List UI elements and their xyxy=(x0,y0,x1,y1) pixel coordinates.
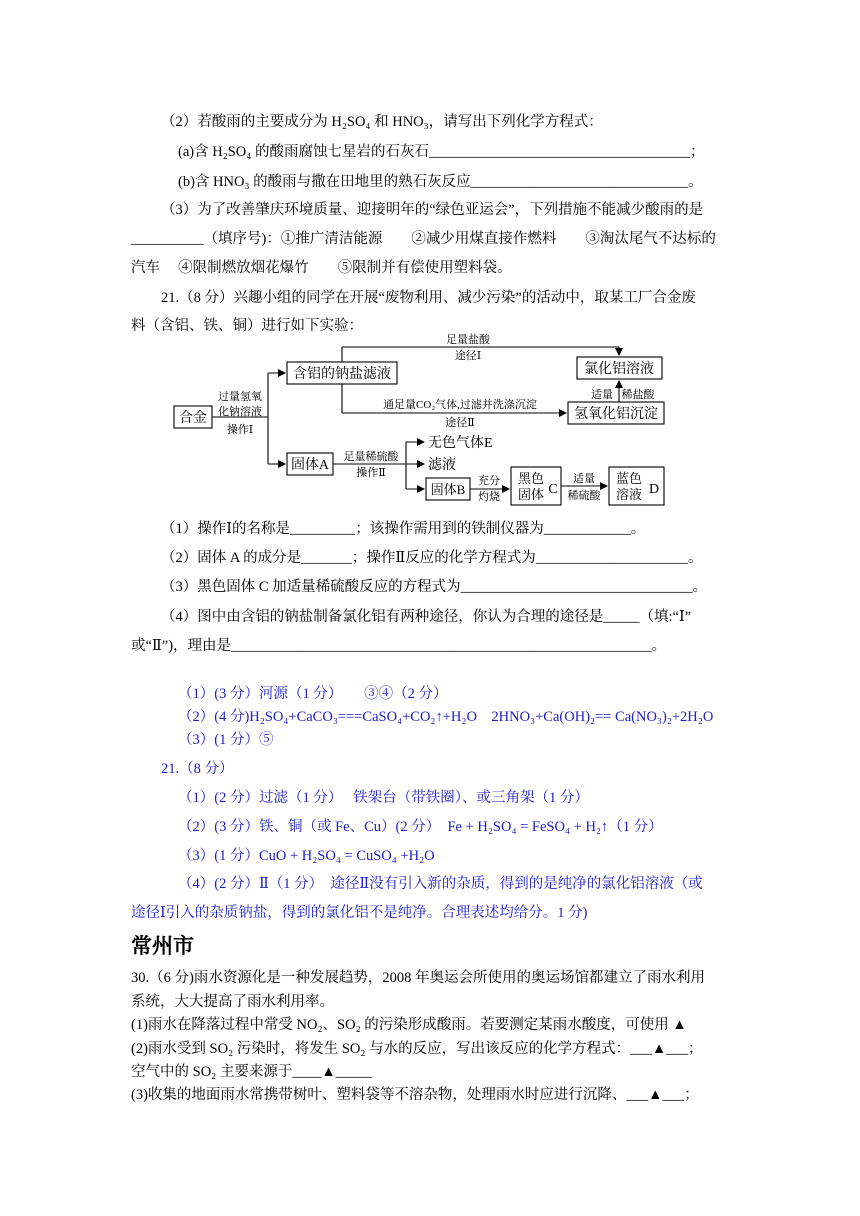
answer-21-header: 21.（8 分） xyxy=(161,761,234,777)
burn-label-b: 灼烧 xyxy=(478,491,500,503)
aloh3-label: 氢氧化铝沉淀 xyxy=(574,407,658,422)
hcl-label-a: 适量 xyxy=(591,389,613,401)
alcl3-label: 氯化铝溶液 xyxy=(584,362,654,377)
blackC-line1: 黑色 xyxy=(517,471,545,486)
op2-label-b: 操作Ⅱ xyxy=(356,467,386,479)
section-title: 常州市 xyxy=(131,934,194,958)
q20-part2b: (b)含 HNO₃ 的酸雨与撒在田地里的熟石灰反应______________________________。 xyxy=(178,174,703,190)
q21-part1: （1）操作Ⅰ的名称是_________；该操作需用到的铁制仪器为____________。 xyxy=(161,521,646,537)
answer-20-3: （3）(1 分）⑤ xyxy=(178,732,274,748)
al-salt-label: 含铝的钠盐滤液 xyxy=(293,367,391,382)
q21-part2: （2）固体 A 的成分是_______；操作Ⅱ反应的化学方程式为_____________________。 xyxy=(161,550,703,566)
q20-part3-line1: （3）为了改善肇庆环境质量、迎接明年的“绿色亚运会”，下列措施不能减少酸雨的是 xyxy=(161,202,704,218)
q30-part2: (2)雨水受到 SO₂ 污染时，将发生 SO₂ 与水的反应，写出该反应的化学方程式：___▲___； xyxy=(131,1041,703,1057)
route1-label-b: 途径Ⅰ xyxy=(454,350,482,362)
answer-21-1: （1）(2 分）过滤（1 分） 铁架台（带铁圈）、或三角架（1 分） xyxy=(178,790,589,806)
q30-line2: 系统，大大提高了雨水利用率。 xyxy=(131,994,334,1010)
q30-part1: (1)雨水在降落过程中常受 NO₂、SO₂ 的污染形成酸雨。若要测定某雨水酸度，可使用 ▲ xyxy=(131,1017,687,1033)
answer-21-2: （2）(3 分）铁、铜（或 Fe、Cu）(2 分） Fe + H₂SO₄ = FeSO₄ + H₂↑（1 分） xyxy=(178,819,663,835)
op1-label-a: 过量氢氧 xyxy=(218,391,262,403)
burn-label-a: 充分 xyxy=(478,475,500,487)
blueD-line2: 溶液 xyxy=(615,487,643,502)
q30-part3: (3)收集的地面雨水常携带树叶、塑料袋等不溶杂物，处理雨水时应进行沉降、___▲___； xyxy=(131,1087,699,1103)
route2-label-a: 通足量CO₂气体,过滤并洗涤沉淀 xyxy=(383,399,537,411)
q20-part2-intro: （2）若酸雨的主要成分为 H₂SO₄ 和 HNO₃，请写出下列化学方程式： xyxy=(161,114,603,130)
q20-part2a: (a)含 H₂SO₄ 的酸雨腐蚀七星岩的石灰石____________________________________； xyxy=(178,144,705,160)
q21-intro-line2: 料（含铝、铁、铜）进行如下实验： xyxy=(131,318,363,334)
q20-part3-line2: __________（填序号)：①推广清洁能源 ②减少用煤直接作燃料 ③淘汰尾气不达标的 xyxy=(131,231,716,247)
op1-label-b: 化钠溶液 xyxy=(218,406,262,418)
h2so4-label-b: 稀硫酸 xyxy=(567,490,601,502)
hcl-label-b: 稀盐酸 xyxy=(621,389,655,401)
answer-20-1: （1）(3 分）河源（1 分） ③④（2 分） xyxy=(178,686,448,702)
route1-label-a: 足量盐酸 xyxy=(446,334,490,346)
h2so4-label-a: 适量 xyxy=(573,473,595,485)
q21-intro-line1: 21.（8 分）兴趣小组的同学在开展“废物利用、减少污染”的活动中，取某工厂合金废 xyxy=(161,290,696,306)
blackC-letter: C xyxy=(548,482,558,497)
q21-part3: （3）黑色固体 C 加适量稀硫酸反应的方程式为________________________________。 xyxy=(161,579,708,595)
filtrate-label: 滤液 xyxy=(428,458,456,473)
solidA-label: 固体A xyxy=(290,458,330,473)
q21-part4-line2: 或“Ⅱ”)，理由是__________________________________________________________。 xyxy=(131,638,667,654)
blackC-line2: 固体 xyxy=(517,487,545,502)
solidB-label: 固体B xyxy=(430,482,466,497)
q20-part3-line3: 汽车 ④限制燃放烟花爆竹 ⑤限制并有偿使用塑料袋。 xyxy=(131,260,512,276)
blueD-line1: 蓝色 xyxy=(615,471,643,486)
gasE-label: 无色气体E xyxy=(428,436,493,451)
route2-label-b: 途径Ⅱ xyxy=(445,417,475,429)
blueD-letter: D xyxy=(648,482,660,497)
alloy-label: 合金 xyxy=(179,411,207,426)
q21-part4-line1: （4）图中由含铝的钠盐制备氯化铝有两种途径，你认为合理的途径是_____（填:“Ⅰ” xyxy=(161,609,692,625)
q30-part2-source: 空气中的 SO₂ 主要来源于____▲_____ xyxy=(131,1064,372,1080)
answer-21-4-line1: （4）(2 分）Ⅱ（1 分） 途径Ⅱ没有引入新的杂质，得到的是纯净的氯化铝溶液（或 xyxy=(178,876,703,892)
answer-21-4-line2: 途径Ⅰ引入的杂质钠盐，得到的氯化铝不是纯净。合理表述均给分。1 分) xyxy=(131,905,588,921)
q30-line1: 30.（6 分)雨水资源化是一种发展趋势，2008 年奥运会所使用的奥运场馆都建立了雨水利用 xyxy=(131,970,705,986)
op1-label-c: 操作Ⅰ xyxy=(226,424,254,436)
op2-label-a: 足量稀硫酸 xyxy=(343,451,399,463)
answer-21-3: （3）(1 分）CuO + H₂SO₄ = CuSO₄ +H₂O xyxy=(178,848,435,864)
answer-20-2: （2）(4 分)H₂SO₄+CaCO₃===CaSO₄+CO₂↑+H₂O 2HNO₃+Ca(OH)₂== Ca(NO₃)₂+2H₂O xyxy=(178,709,714,725)
